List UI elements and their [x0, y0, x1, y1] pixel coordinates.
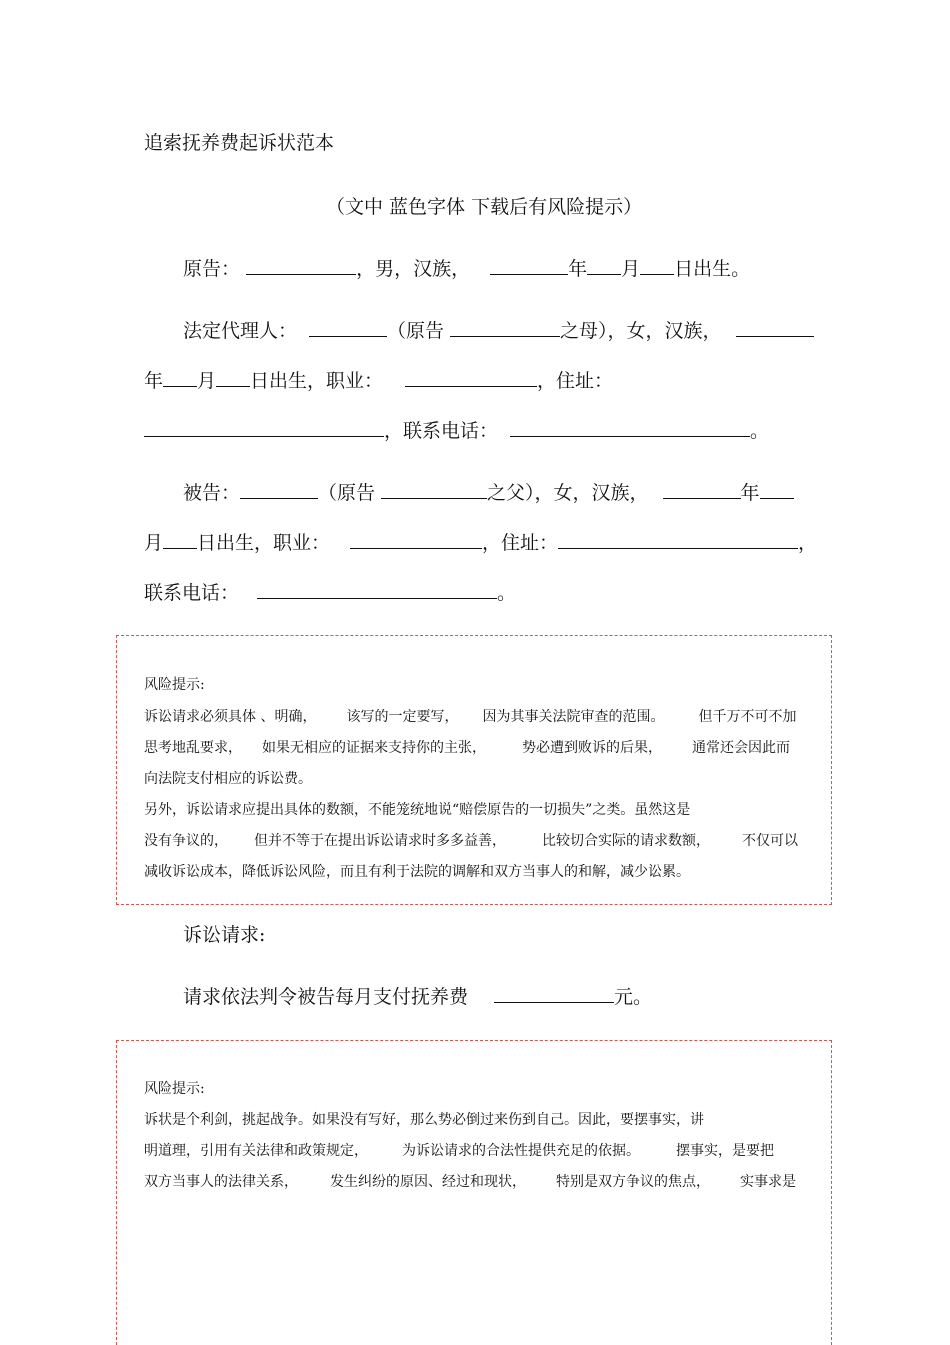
agent-label: 法定代理人：: [183, 320, 298, 342]
agent-phone-label: ，联系电话：: [384, 420, 499, 442]
agent-address-blank[interactable]: [144, 418, 384, 437]
defendant-address-blank[interactable]: [558, 530, 798, 549]
defendant-phone-label: 联系电话：: [144, 582, 240, 604]
document-subtitle: （文中 蓝色字体 下载后有风险提示）: [326, 196, 643, 218]
risk-line: 另外，诉讼请求应提出具体的数额，不能笼统地说“赔偿原告的一切损失”之类。虽然这是: [144, 802, 691, 818]
period: 。: [497, 582, 517, 604]
agent-address-label: ，住址：: [537, 370, 614, 392]
year-label: 年: [568, 258, 588, 280]
risk-heading: 风险提示:: [144, 1081, 205, 1097]
defendant-line-1: [183, 478, 794, 505]
defendant-job-label: 日出生，职业：: [197, 532, 331, 554]
defendant-month-blank[interactable]: [760, 480, 794, 499]
plaintiff-day-blank[interactable]: [640, 256, 674, 275]
defendant-address-label: ，住址：: [482, 532, 559, 554]
month-label: 月: [197, 370, 217, 392]
agent-month-blank[interactable]: [163, 368, 197, 387]
plaintiff-year-blank[interactable]: [490, 256, 568, 275]
year-label: 年: [740, 482, 760, 504]
defendant-name-blank[interactable]: [240, 480, 318, 499]
agent-line-3: [144, 416, 769, 443]
period: 。: [750, 420, 770, 442]
defendant-line-2: [144, 528, 817, 555]
agent-job-blank[interactable]: [405, 368, 537, 387]
defendant-phone-blank[interactable]: [257, 580, 497, 599]
paren-open: （原告: [387, 320, 445, 342]
defendant-relation: 之父），女，汉族，: [487, 482, 649, 504]
agent-year-blank[interactable]: [736, 318, 814, 337]
claims-heading: 诉讼请求:: [183, 924, 266, 946]
claim-amount-blank[interactable]: [494, 984, 614, 1003]
agent-job-label: 日出生，职业：: [250, 370, 384, 392]
risk-heading: 风险提示:: [144, 677, 205, 693]
risk-line: 诉状是个利剑，挑起战争。如果没有写好，那么势必倒过来伤到自己。因此，要摆事实，讲: [144, 1112, 704, 1128]
risk-line: 思考地乱要求， 如果无相应的证据来支持你的主张， 势必遭到败诉的后果， 通常还会因此而: [144, 740, 790, 756]
defendant-job-blank[interactable]: [350, 530, 482, 549]
risk-line: 明道理，引用有关法律和政策规定， 为诉讼请求的合法性提供充足的依据。 摆事实，是要把: [144, 1143, 774, 1159]
defendant-plaintiff-blank[interactable]: [381, 480, 487, 499]
plaintiff-label: 原告：: [183, 258, 241, 280]
month-label: 月: [144, 532, 164, 554]
claim-unit: 元。: [614, 986, 653, 1008]
plaintiff-line: [183, 254, 750, 281]
comma: ，: [798, 532, 818, 554]
birth-label: 日出生。: [674, 258, 751, 280]
risk-line: 没有争议的， 但并不等于在提出诉讼请求时多多益善， 比较切合实际的请求数额， 不仅可以: [144, 833, 798, 849]
paren-open: （原告: [318, 482, 376, 504]
defendant-line-3: [144, 578, 516, 605]
agent-line-2: [144, 366, 613, 393]
plaintiff-sex-ethnicity: ，男，汉族，: [356, 258, 471, 280]
agent-name-blank[interactable]: [309, 318, 387, 337]
agent-line-1: [183, 316, 814, 343]
agent-phone-blank[interactable]: [510, 418, 750, 437]
year-label: 年: [144, 370, 164, 392]
plaintiff-month-blank[interactable]: [587, 256, 621, 275]
claim-1: [183, 982, 652, 1009]
risk-line: 双方当事人的法律关系， 发生纠纷的原因、经过和现状， 特别是双方争议的焦点， 实事求是: [144, 1174, 796, 1190]
risk-line: 减收诉讼成本，降低诉讼风险，而且有利于法院的调解和双方当事人的和解，减少讼累。: [144, 864, 690, 880]
risk-line: 向法院支付相应的诉讼费。: [144, 771, 312, 787]
agent-day-blank[interactable]: [216, 368, 250, 387]
document-title: 追索抚养费起诉状范本: [144, 132, 335, 154]
plaintiff-name-blank[interactable]: [246, 256, 356, 275]
month-label: 月: [621, 258, 641, 280]
risk-note-box: [116, 1040, 832, 1345]
claim-1-text: 请求依法判令被告每月支付抚养费: [183, 986, 469, 1008]
defendant-year-blank[interactable]: [663, 480, 741, 499]
defendant-day-blank[interactable]: [163, 530, 197, 549]
agent-relation: 之母），女，汉族，: [560, 320, 722, 342]
agent-plaintiff-blank[interactable]: [450, 318, 560, 337]
risk-line: 诉讼请求必须具体 、明确， 该写的一定要写， 因为其事关法院审查的范围。 但千万不可不加: [144, 709, 797, 725]
defendant-label: 被告：: [183, 482, 241, 504]
